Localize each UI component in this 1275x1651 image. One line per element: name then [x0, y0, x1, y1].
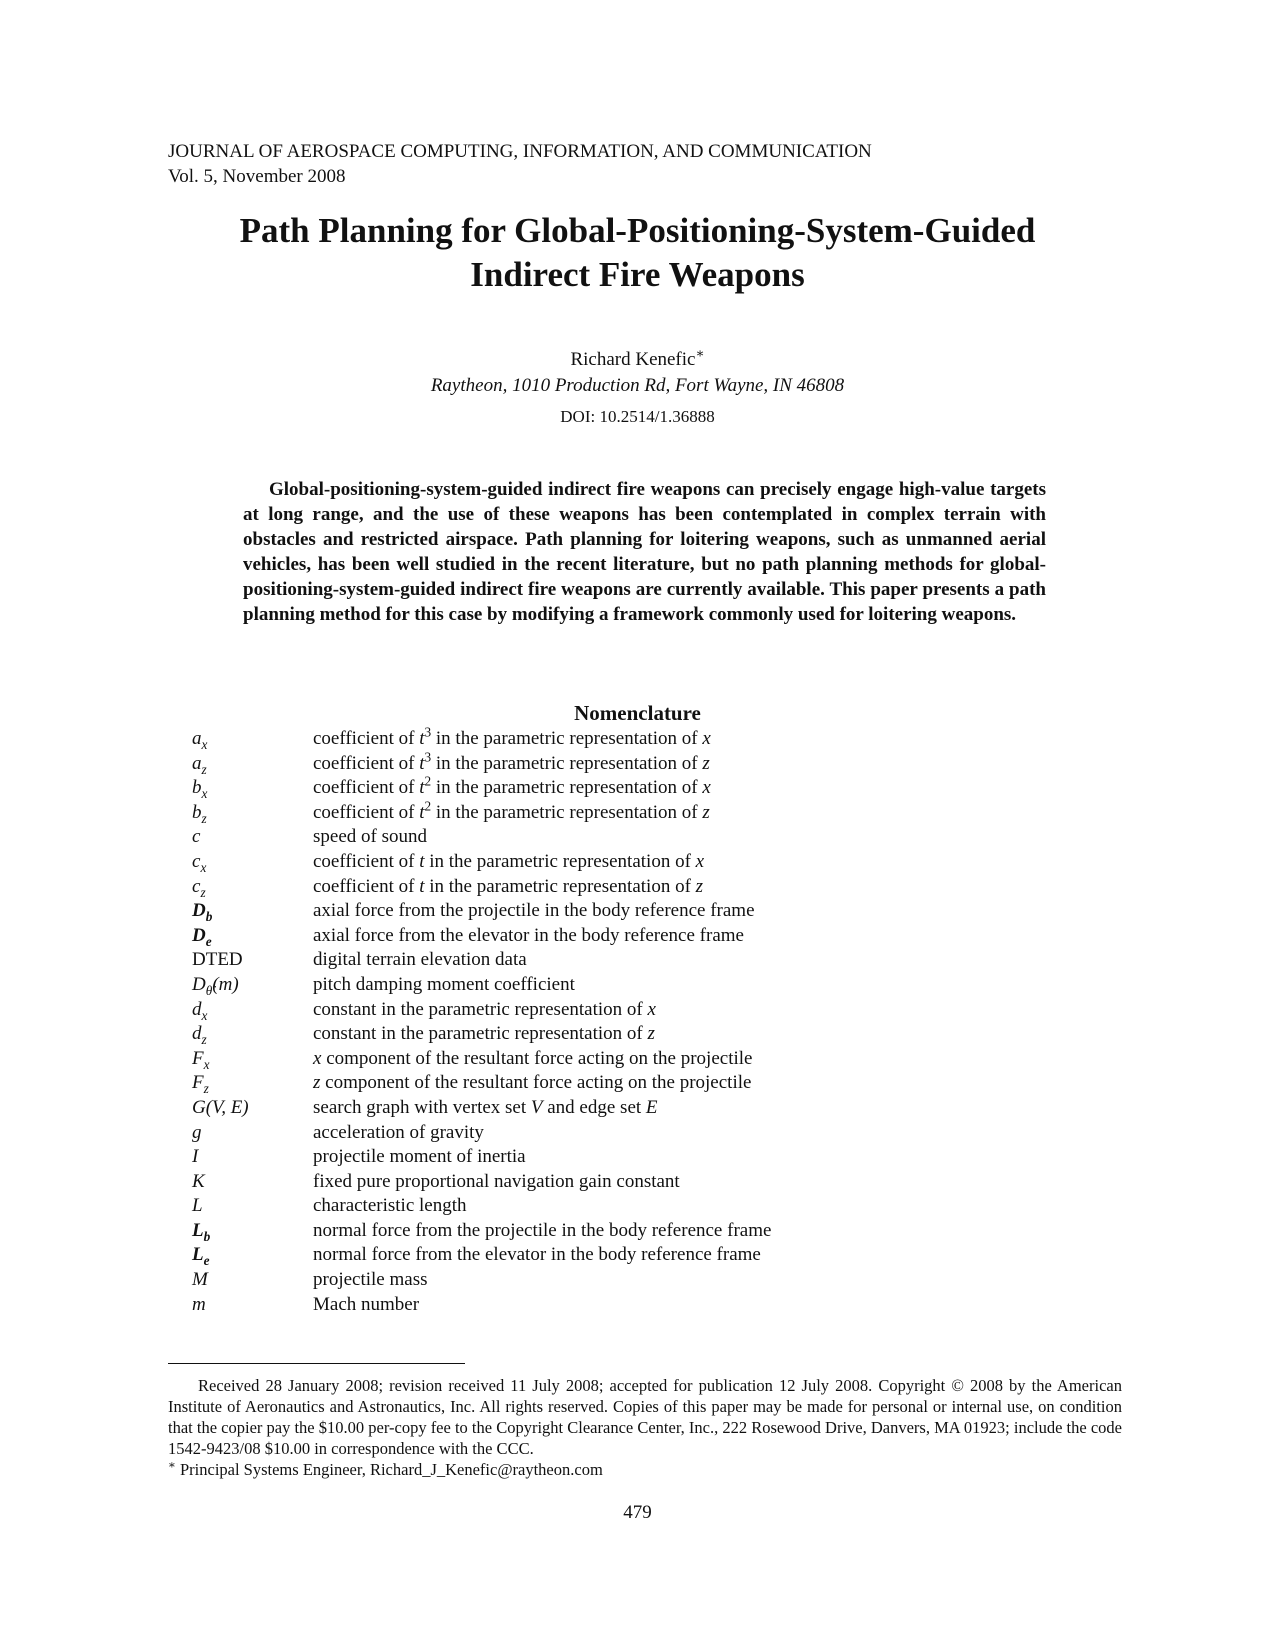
nomenclature-definition	[313, 1096, 658, 1121]
author-footnote-text: Principal Systems Engineer, Richard_J_Kenefic@raytheon.com	[175, 1460, 603, 1479]
paper-title	[0, 209, 1275, 297]
nomenclature-symbol	[192, 1293, 312, 1318]
nomenclature-symbol	[192, 1096, 312, 1121]
doi: DOI: 10.2514/1.36888	[560, 407, 715, 426]
definition-variable: t	[419, 875, 425, 897]
symbol-base: L	[192, 1244, 204, 1266]
symbol-base: a	[192, 728, 202, 749]
author-block	[0, 347, 1275, 429]
definition-text: constant in the parametric representation of	[313, 998, 648, 1020]
definition-text: search graph with vertex set	[313, 1096, 531, 1118]
title-line-2: Indirect Fire Weapons	[470, 255, 805, 294]
symbol-base: F	[192, 1047, 204, 1069]
abstract: Global-positioning-system-guided indirect fire weapons can precisely engage high-value targets at long range, and the use of these weapons has been contemplated in complex terrain with obstacles and restricted airspace. Path planning for loitering weapons, such as unmanned aerial vehicles, has been well studied in the recent literature, but no path planning methods for global-positioning-system-guided indirect fire weapons are currently available. This paper presents a path planning method for this case by modifying a framework commonly used for loitering weapons.	[243, 479, 1046, 625]
author-footnote-symbol: ∗	[168, 1459, 176, 1472]
definition-variable: V	[530, 1096, 543, 1118]
definition-text: constant in the parametric representation of	[313, 1023, 648, 1045]
symbol-base: D	[192, 973, 206, 995]
symbol-base: d	[192, 998, 202, 1020]
definition-text: component of the resultant force acting on the projectile	[321, 1047, 753, 1069]
definition-superscript: 3	[424, 749, 432, 765]
symbol-subscript: e	[205, 933, 212, 949]
symbol-base: a	[192, 752, 202, 774]
definition-text: axial force from the elevator in the body reference frame	[313, 924, 744, 946]
symbol-subscript: z	[201, 761, 207, 777]
symbol-base: G(V, E)	[192, 1096, 249, 1118]
nomenclature-symbol	[192, 1243, 312, 1268]
footnotes	[168, 1375, 1122, 1480]
footnote-divider	[168, 1363, 465, 1364]
symbol-subscript: z	[201, 810, 207, 826]
definition-text: coefficient of	[313, 728, 420, 749]
definition-variable: x	[647, 998, 656, 1020]
symbol-base: c	[192, 875, 201, 897]
symbol-base: b	[192, 777, 202, 799]
nomenclature-definition	[313, 1071, 751, 1096]
definition-text: acceleration of gravity	[313, 1121, 484, 1143]
definition-text: coefficient of	[313, 850, 420, 872]
definition-variable: x	[702, 777, 711, 799]
definition-text: and edge set	[542, 1096, 646, 1118]
symbol-subscript: z	[203, 1081, 209, 1097]
nomenclature-definition	[313, 1293, 419, 1318]
symbol-base: L	[192, 1195, 203, 1217]
definition-text: component of the resultant force acting on the projectile	[320, 1072, 752, 1094]
symbol-base: DTED	[192, 949, 243, 971]
nomenclature-definition	[313, 850, 704, 875]
nomenclature-definition	[313, 724, 711, 752]
definition-variable: z	[313, 1072, 321, 1094]
definition-variable: z	[647, 1023, 655, 1045]
symbol-subscript: x	[201, 1007, 208, 1023]
definition-text: projectile moment of inertia	[313, 1146, 526, 1168]
nomenclature-definition	[313, 1268, 428, 1293]
definition-text: coefficient of	[313, 752, 420, 774]
symbol-subscript: b	[203, 1228, 211, 1244]
definition-variable: z	[702, 801, 710, 823]
nomenclature-symbol	[192, 850, 312, 875]
nomenclature-definition	[313, 773, 711, 801]
symbol-base: I	[192, 1146, 199, 1168]
nomenclature-definition	[313, 798, 710, 826]
definition-variable: t	[419, 850, 425, 872]
nomenclature-symbol	[192, 801, 312, 826]
author-name-line	[0, 347, 1275, 373]
definition-variable: t	[419, 777, 425, 799]
nomenclature-symbol	[192, 825, 312, 850]
nomenclature-symbol	[192, 1022, 312, 1047]
nomenclature-definition	[313, 1170, 680, 1195]
author-name: Richard Kenefic	[570, 349, 696, 370]
definition-text: in the parametric representation of	[431, 777, 703, 799]
nomenclature-definition	[313, 1219, 771, 1244]
definition-variable: t	[419, 728, 425, 749]
nomenclature-symbol	[192, 727, 312, 752]
nomenclature-symbol	[192, 1268, 312, 1293]
nomenclature-symbol	[192, 875, 312, 900]
nomenclature-definition	[313, 998, 656, 1023]
definition-variable: x	[313, 1047, 322, 1069]
received-footnote: Received 28 January 2008; revision received 11 July 2008; accepted for publication 12 July 2008. Copyright © 2008 by the American Institute of Aeronautics and Astronautics, Inc. All rights reserved. Copies of this paper may be made for personal or internal use, on condition that the copier pay the $10.00 per-copy fee to the Copyright Clearance Center, Inc., 222 Rosewood Drive, Danvers, MA 01923; include the code 1542-9423/08 $10.00 in correspondence with the CCC.	[168, 1376, 1122, 1458]
nomenclature-symbol	[192, 899, 312, 924]
definition-text: axial force from the projectile in the body reference frame	[313, 900, 755, 922]
nomenclature-definition	[313, 1243, 761, 1268]
nomenclature-symbol	[192, 948, 312, 973]
symbol-base: F	[192, 1072, 204, 1094]
definition-text: coefficient of	[313, 801, 420, 823]
symbol-subscript: θ̇	[205, 982, 213, 998]
symbol-subscript: x	[203, 1056, 210, 1072]
definition-variable: z	[702, 752, 710, 774]
definition-variable: x	[702, 728, 711, 749]
definition-text: in the parametric representation of	[424, 850, 696, 872]
journal-volume: Vol. 5, November 2008	[168, 166, 346, 187]
symbol-suffix: (m)	[212, 973, 239, 995]
definition-text: digital terrain elevation data	[313, 949, 527, 971]
symbol-base: d	[192, 1023, 202, 1045]
nomenclature-symbol	[192, 776, 312, 801]
symbol-subscript: x	[201, 785, 208, 801]
nomenclature-symbol	[192, 1047, 312, 1072]
definition-variable: t	[419, 752, 425, 774]
definition-text: normal force from the elevator in the body reference frame	[313, 1244, 761, 1266]
nomenclature-definition	[313, 973, 575, 998]
nomenclature-definition	[313, 875, 703, 900]
symbol-subscript: b	[205, 908, 213, 924]
nomenclature-symbol	[192, 924, 312, 949]
definition-text: speed of sound	[313, 826, 427, 848]
definition-superscript: 2	[424, 798, 432, 814]
nomenclature-symbol	[192, 1145, 312, 1170]
nomenclature-definition	[313, 825, 427, 850]
nomenclature-symbol	[192, 1170, 312, 1195]
author-affiliation: Raytheon, 1010 Production Rd, Fort Wayne, IN 46808	[430, 375, 845, 396]
symbol-subscript: x	[201, 736, 208, 752]
nomenclature-symbol	[192, 998, 312, 1023]
symbol-base: g	[192, 1121, 202, 1143]
symbol-base: b	[192, 801, 202, 823]
definition-text: projectile mass	[313, 1269, 428, 1291]
journal-name: JOURNAL OF AEROSPACE COMPUTING, INFORMATION, AND COMMUNICATION	[168, 141, 872, 162]
definition-text: coefficient of	[313, 875, 420, 897]
page-number: 479	[623, 1502, 652, 1523]
definition-text: in the parametric representation of	[431, 801, 703, 823]
symbol-subscript: e	[203, 1253, 210, 1269]
nomenclature-symbol	[192, 1194, 312, 1219]
nomenclature-definition	[313, 749, 710, 777]
definition-variable: E	[645, 1096, 658, 1118]
definition-text: in the parametric representation of	[424, 875, 696, 897]
definition-text: coefficient of	[313, 777, 420, 799]
nomenclature-symbol	[192, 752, 312, 777]
symbol-subscript: z	[200, 884, 206, 900]
nomenclature-definition	[313, 948, 527, 973]
nomenclature-definition	[313, 1145, 526, 1170]
definition-variable: t	[419, 801, 425, 823]
nomenclature-heading: Nomenclature	[574, 701, 701, 725]
definition-text: characteristic length	[313, 1195, 467, 1217]
author-footnote	[168, 1459, 1122, 1480]
definition-text: pitch damping moment coefficient	[313, 973, 575, 995]
nomenclature-definition	[313, 924, 744, 949]
nomenclature-definition	[313, 1194, 467, 1219]
symbol-base: m	[192, 1293, 206, 1315]
definition-variable: z	[695, 875, 704, 897]
symbol-subscript: z	[201, 1031, 207, 1047]
definition-text: in the parametric representation of	[431, 752, 703, 774]
nomenclature-definition	[313, 1047, 752, 1072]
nomenclature-definition	[313, 1121, 484, 1146]
nomenclature-symbol	[192, 1219, 312, 1244]
definition-superscript: 3	[424, 724, 432, 740]
nomenclature-symbol	[192, 1071, 312, 1096]
nomenclature-symbol	[192, 1121, 312, 1146]
definition-superscript: 2	[424, 773, 432, 789]
definition-text: in the parametric representation of	[431, 728, 703, 749]
nomenclature-definition	[313, 1022, 655, 1047]
symbol-base: c	[192, 826, 201, 848]
definition-variable: x	[695, 850, 705, 872]
journal-header	[168, 139, 872, 189]
definition-text: Mach number	[313, 1293, 420, 1315]
author-footnote-mark: ∗	[695, 345, 705, 361]
nomenclature-symbol	[192, 973, 312, 998]
nomenclature-definition	[313, 899, 755, 924]
symbol-base: D	[192, 924, 206, 946]
symbol-base: M	[192, 1269, 208, 1291]
symbol-base: L	[192, 1219, 204, 1241]
symbol-subscript: x	[200, 859, 207, 875]
title-line-1: Path Planning for Global-Positioning-System-Guided	[239, 211, 1036, 250]
symbol-base: D	[192, 900, 206, 922]
definition-text: fixed pure proportional navigation gain constant	[313, 1170, 680, 1192]
definition-text: normal force from the projectile in the body reference frame	[313, 1219, 772, 1241]
symbol-base: K	[192, 1170, 205, 1192]
symbol-base: c	[192, 850, 201, 872]
